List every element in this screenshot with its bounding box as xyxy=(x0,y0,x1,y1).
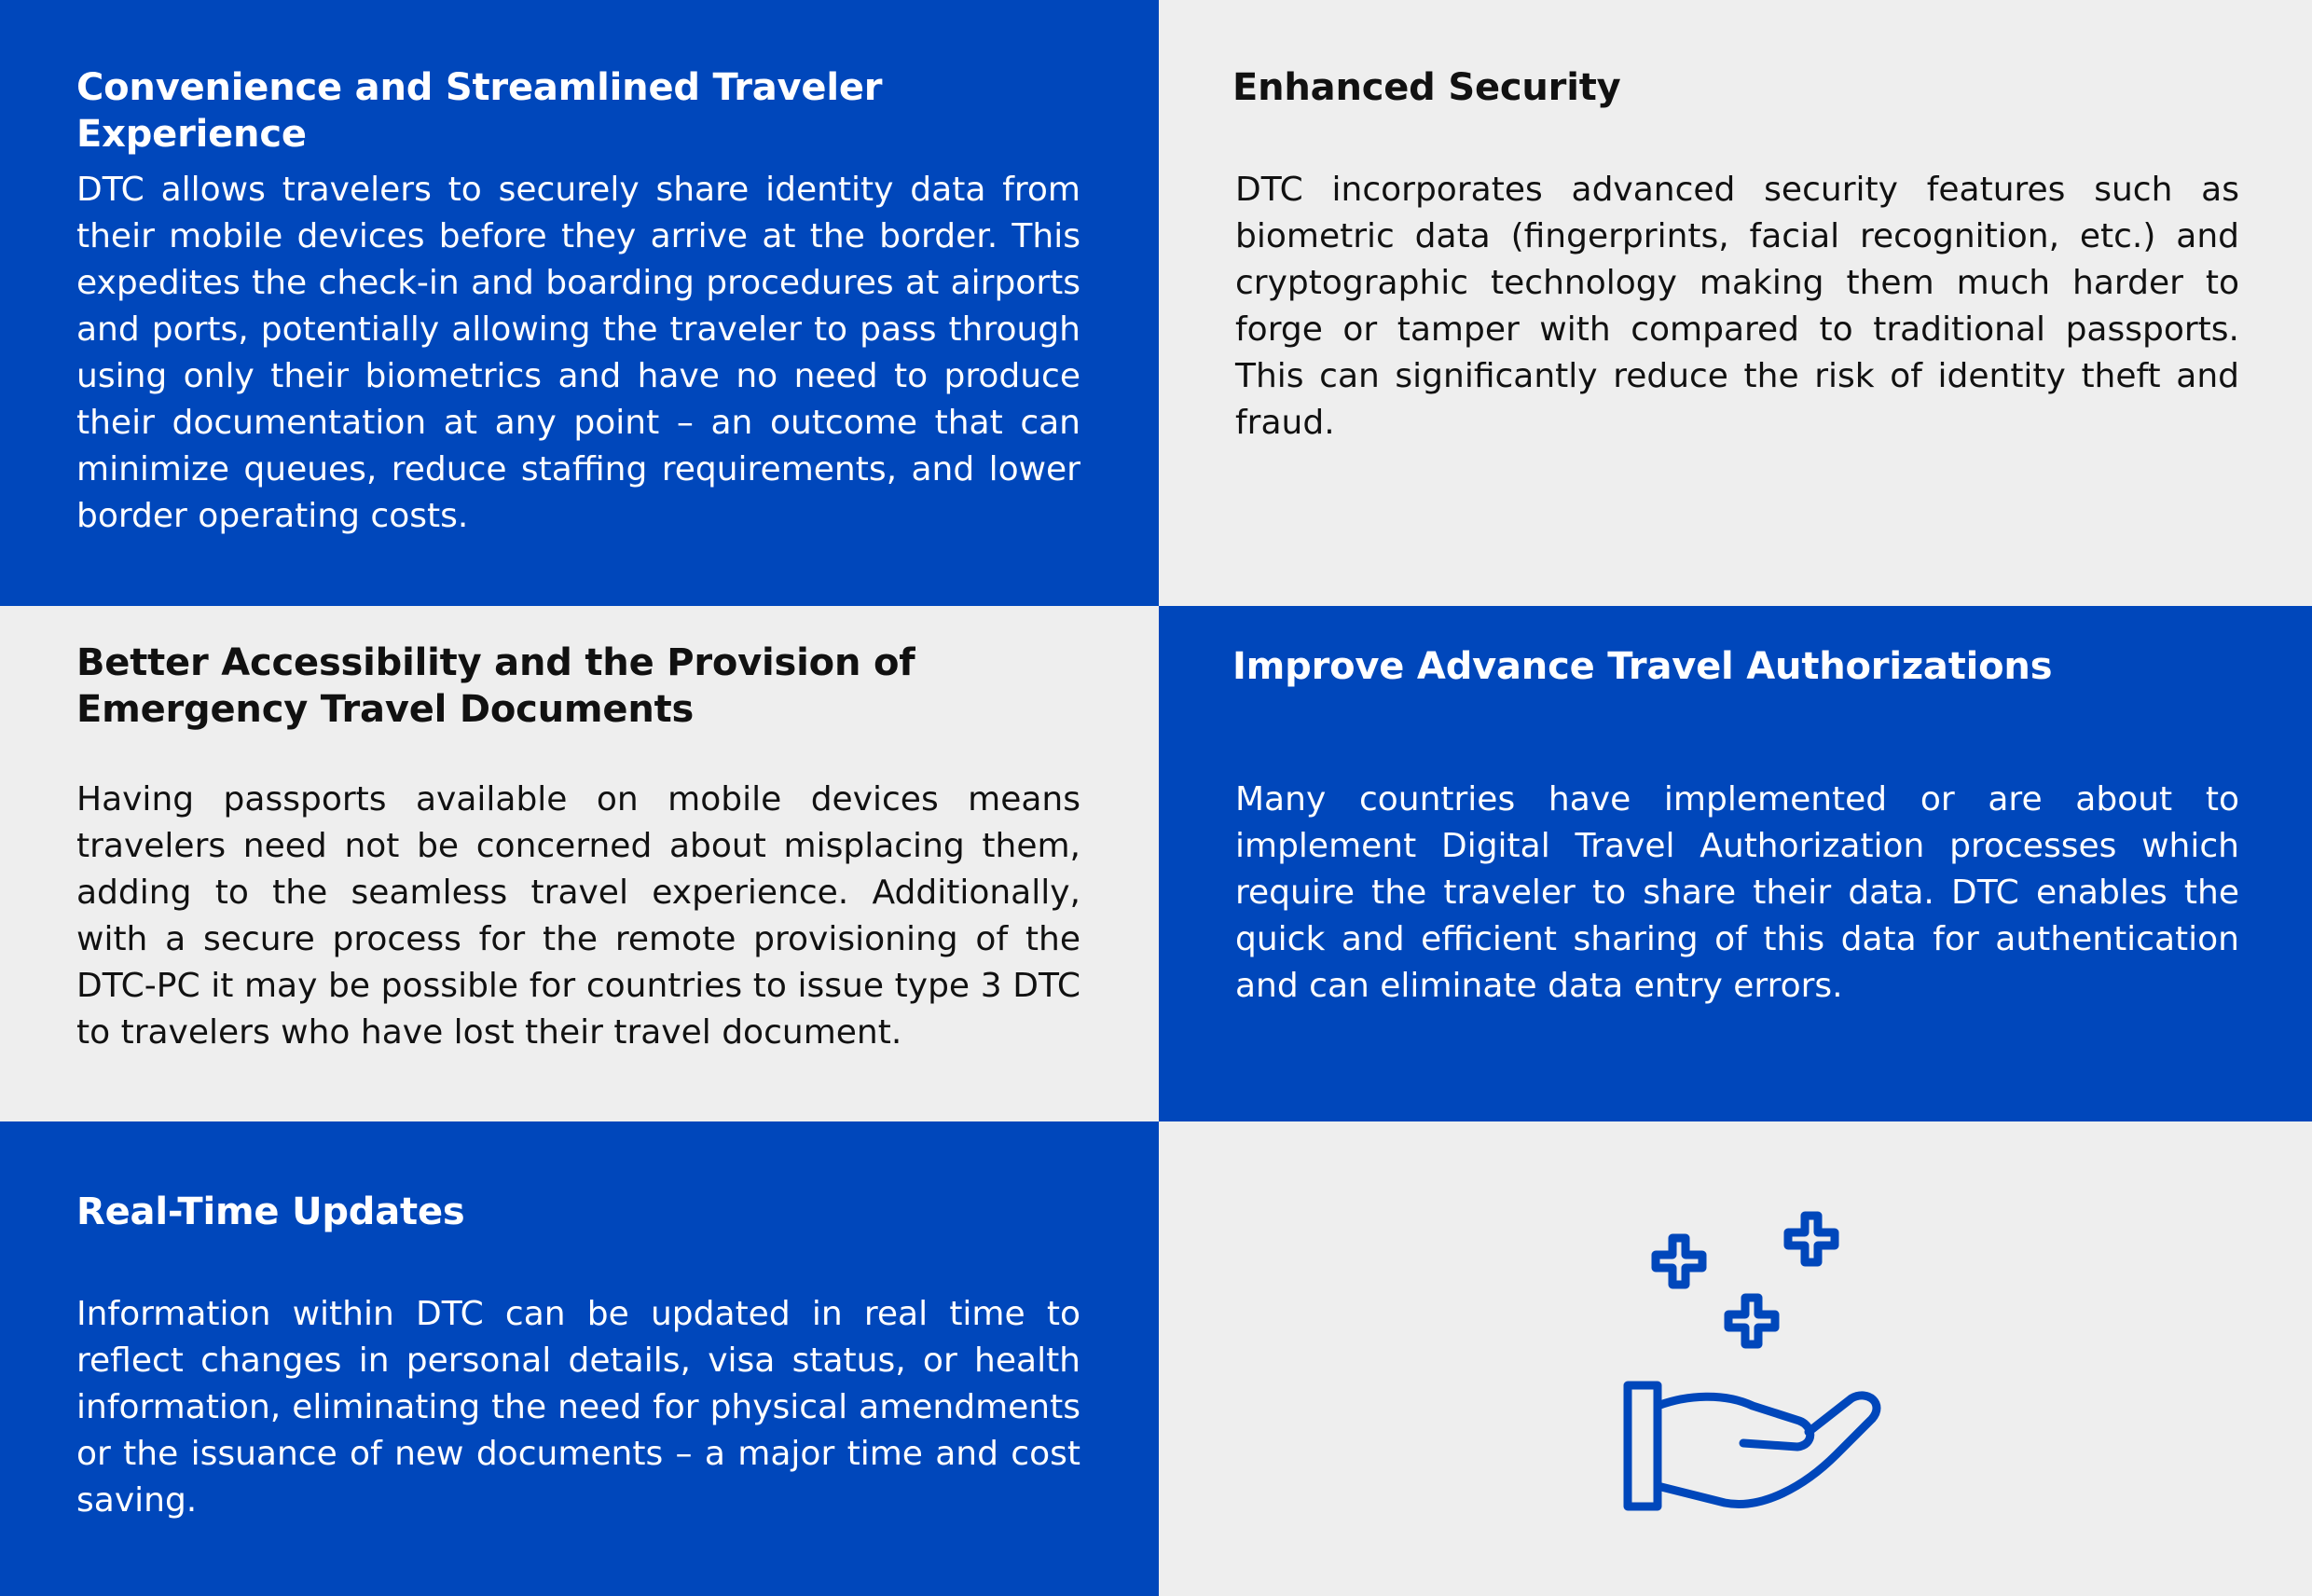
plus-icon xyxy=(1788,1216,1835,1262)
plus-icon xyxy=(1728,1298,1775,1344)
section-convenience xyxy=(0,0,1159,606)
section-body: Having passports available on mobile devices means travelers need not be concerned about misplacing them, adding to the seamless travel experience. Additionally, with a secure process for the remote provisioning of the DTC-PC it may be possible for countries to issue type 3 DTC to travelers who have lost their travel document. xyxy=(76,780,1080,1052)
section-title: Enhanced Security xyxy=(1232,66,1621,109)
section-title: Improve Advance Travel Authorizations xyxy=(1232,645,2053,688)
section-title: Convenience and Streamlined Traveler Experience xyxy=(76,66,883,156)
section-title: Real-Time Updates xyxy=(76,1190,465,1233)
section-title: Better Accessibility and the Provision of Emergency Travel Documents xyxy=(76,641,915,731)
section-travel-authorizations xyxy=(1159,606,2312,1121)
section-body: DTC incorporates advanced security features such as biometric data (fingerprints, facial recognition, etc.) and cryptographic technology making them much harder to forge or tamper with compared to traditional passports. This can significantly reduce the risk of identity theft and fraud. xyxy=(1235,171,2239,442)
plus-icon xyxy=(1656,1238,1702,1285)
section-body: DTC allows travelers to securely share identity data from their mobile devices before they arrive at the border. This expedites the check-in and boarding procedures at airports and ports, potentially allowing the traveler to pass through using only their biometrics and have no need to produce their documentation at any point – an outcome that can minimize queues, reduce staffing requirements, and lower border operating costs. xyxy=(76,171,1080,535)
section-body: Many countries have implemented or are about to implement Digital Travel Authorization processes which require the traveler to share their data. DTC enables the quick and efficient sharing of this data for authentication and can eliminate data entry errors. xyxy=(1235,780,2239,1005)
section-enhanced-security xyxy=(1159,0,2312,606)
section-accessibility xyxy=(0,606,1159,1121)
hand-with-plus-signs-icon xyxy=(1622,1210,1883,1518)
section-body: Information within DTC can be updated in real time to reflect changes in personal details, visa status, or health information, eliminating the need for physical amendments or the issuance of new documents – a major time and cost saving. xyxy=(76,1295,1080,1520)
section-real-time-updates xyxy=(0,1121,1159,1596)
cuff xyxy=(1628,1385,1658,1507)
hand xyxy=(1658,1396,1877,1505)
